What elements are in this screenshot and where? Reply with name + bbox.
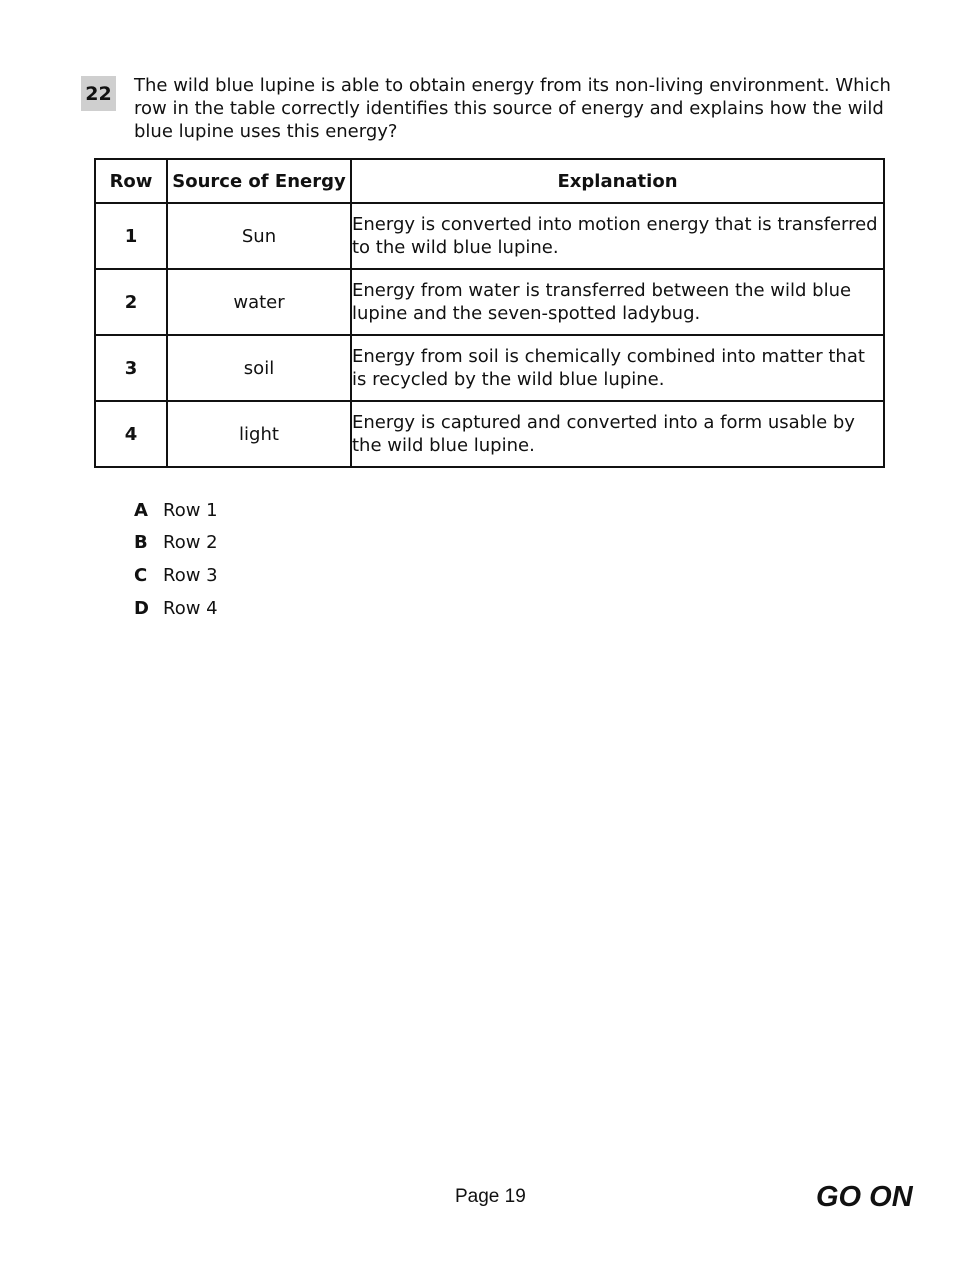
energy-table (94, 158, 885, 468)
question-stem: The wild blue lupine is able to obtain energy from its non-living environment. Which row in the table correctly identifies this source of energy and explains how the wild blue lupine uses this energy? (134, 75, 891, 142)
energy-source: light (167, 401, 351, 467)
energy-explanation: Energy from water is transferred between the wild blue lupine and the seven-spotted ladybug. (351, 269, 884, 335)
energy-source: Sun (167, 203, 351, 269)
option-letter: A (134, 499, 148, 521)
energy-source: water (167, 269, 351, 335)
table-row (95, 335, 884, 401)
table-row (95, 203, 884, 269)
option-text: Row 4 (163, 597, 218, 619)
energy-explanation: Energy is captured and converted into a form usable by the wild blue lupine. (351, 401, 884, 467)
answer-option-b[interactable] (134, 527, 218, 560)
go-on-label: GO ON (816, 1181, 913, 1213)
header-source: Source of Energy (167, 159, 351, 203)
page-number: Page 19 (455, 1186, 526, 1207)
energy-source: soil (167, 335, 351, 401)
answer-option-c[interactable] (134, 559, 218, 592)
answer-option-d[interactable] (134, 592, 218, 625)
option-text: Row 2 (163, 532, 218, 554)
option-text: Row 1 (163, 499, 218, 521)
option-text: Row 3 (163, 564, 218, 586)
row-number: 4 (95, 401, 167, 467)
header-row: Row (95, 159, 167, 203)
row-number: 3 (95, 335, 167, 401)
answer-option-a[interactable] (134, 494, 218, 527)
option-letter: B (134, 532, 148, 554)
table-header-row (95, 159, 884, 203)
table-row (95, 269, 884, 335)
option-letter: C (134, 564, 148, 586)
header-explanation: Explanation (351, 159, 884, 203)
question-number: 22 (81, 76, 116, 111)
row-number: 2 (95, 269, 167, 335)
row-number: 1 (95, 203, 167, 269)
option-letter: D (134, 597, 149, 619)
table-row (95, 401, 884, 467)
answer-options (134, 494, 218, 624)
energy-explanation: Energy is converted into motion energy that is transferred to the wild blue lupine. (351, 203, 884, 269)
energy-explanation: Energy from soil is chemically combined into matter that is recycled by the wild blue lupine. (351, 335, 884, 401)
